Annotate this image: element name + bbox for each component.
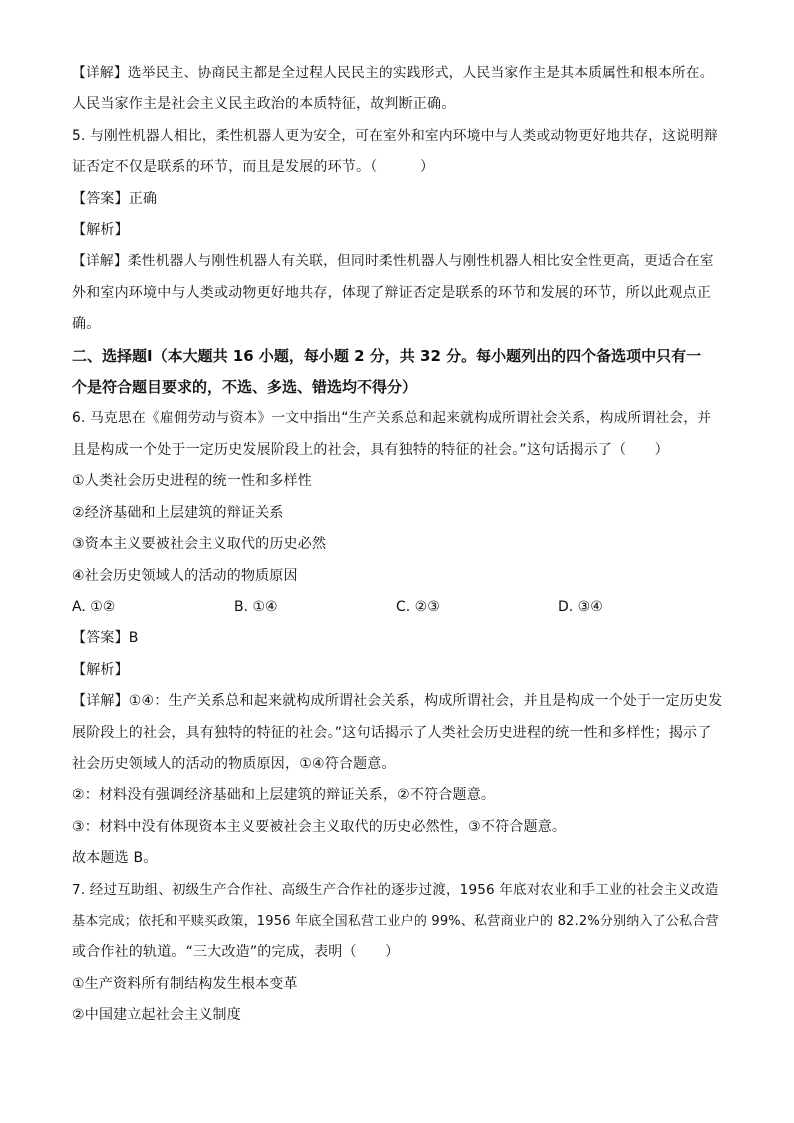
section-heading [72, 341, 722, 404]
statement-item: ④社会历史领域人的活动的物质原因 [72, 567, 298, 584]
statement-item: ③资本主义要被社会主义取代的历史必然 [72, 536, 327, 553]
analysis-label: 【解析】 [72, 222, 129, 239]
statement-item: ①生产资料所有制结构发生根本变革 [72, 975, 298, 992]
explanation-line: 【详解】柔性机器人与刚性机器人有关联，但同时柔性机器人与刚性机器人相比安全性更高，更适合在室 [72, 253, 714, 270]
block-q4-explanation [72, 58, 722, 121]
question-stem: 基本完成；依托和平赎买政策，1956 年底全国私营工业户的 99%、私营商业户的 82.2%分别纳入了公私合营 [72, 913, 719, 929]
explanation-line: ②：材料没有强调经济基础和上层建筑的辩证关系，②不符合题意。 [72, 787, 496, 804]
question-stem: 或合作社的轨道。“三大改造”的完成，表明（ ） [72, 944, 400, 961]
text-line: 人民当家作主是社会主义民主政治的本质特征，故判断正确。 [72, 96, 456, 113]
question-6 [72, 403, 722, 874]
answer-line: 【答案】B [72, 630, 139, 647]
statement-item: ②中国建立起社会主义制度 [72, 1007, 241, 1024]
question-5 [72, 121, 722, 341]
conclusion-line: 故本题选 B。 [72, 850, 158, 867]
question-7 [72, 875, 722, 1032]
section-title: 二、选择题Ⅰ（本大题共 16 小题，每小题 2 分，共 32 分。每小题列出的四个备选项中只有一 [72, 346, 702, 365]
question-stem: 证否定不仅是联系的环节，而且是发展的环节。（ ） [72, 159, 435, 176]
statement-item: ②经济基础和上层建筑的辩证关系 [72, 504, 284, 521]
section-title: 个是符合题目要求的，不选、多选、错选均不得分） [72, 378, 418, 397]
question-stem: 且是构成一个处于一定历史发展阶段上的社会，具有独特的特征的社会。”这句话揭示了（ ） [72, 441, 669, 458]
explanation-line: ③：材料中没有体现资本主义要被社会主义取代的历史必然性，③不符合题意。 [72, 818, 567, 835]
answer-options [72, 592, 722, 623]
explanation-line: 确。 [72, 316, 101, 333]
explanation-line: 【详解】①④：生产关系总和起来就构成所谓社会关系，构成所谓社会，并且是构成一个处于一定历史发 [72, 693, 723, 710]
option-d: D. ③④ [558, 598, 603, 615]
question-stem: 6. 马克思在《雇佣劳动与资本》一文中指出“生产关系总和起来就构成所谓社会关系，构成所谓社会，并 [72, 410, 712, 427]
question-stem: 5. 与刚性机器人相比，柔性机器人更为安全，可在室外和室内环境中与人类或动物更好地共存，这说明辩 [72, 127, 718, 144]
explanation-line: 社会历史领域人的活动的物质原因，①④符合题意。 [72, 755, 396, 772]
statement-item: ①人类社会历史进程的统一性和多样性 [72, 473, 312, 490]
option-c: C. ②③ [396, 598, 440, 615]
option-a: A. ①② [72, 598, 116, 615]
explanation-line: 展阶段上的社会，具有独特的特征的社会。”这句话揭示了人类社会历史进程的统一性和多样性；揭示了 [72, 724, 712, 741]
option-b: B. ①④ [234, 598, 278, 615]
explanation-line: 外和室内环境中与人类或动物更好地共存，体现了辩证否定是联系的环节和发展的环节，所以此观点正 [72, 284, 711, 301]
document-page [72, 58, 722, 1032]
analysis-label: 【解析】 [72, 661, 129, 678]
question-stem: 7. 经过互助组、初级生产合作社、高级生产合作社的逐步过渡，1956 年底对农业和手工业的社会主义改造 [72, 881, 719, 898]
answer-line: 【答案】正确 [72, 190, 158, 207]
text-line: 【详解】选举民主、协商民主都是全过程人民民主的实践形式，人民当家作主是其本质属性和根本所在。 [72, 65, 714, 81]
